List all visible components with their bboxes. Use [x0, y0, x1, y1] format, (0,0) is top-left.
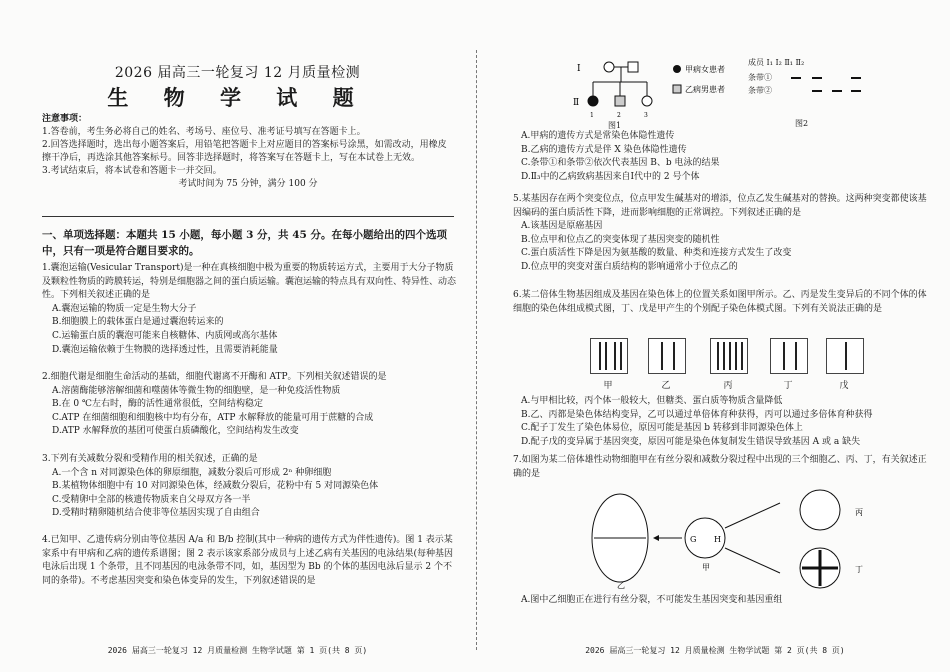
member-number: 1 [590, 112, 594, 119]
option-a: A.甲病的遗传方式是常染色体隐性遗传 [521, 131, 675, 141]
notice-title: 注意事项： [42, 114, 88, 124]
question-6-options [513, 395, 933, 449]
cell-bing [800, 490, 840, 530]
question-stem: 5.某基因存在两个突变位点，位点甲发生碱基对的增添，位点乙发生碱基对的替换。这两种突变都使该基因编码的蛋白质活性下降，进而影响细胞的正常调控。下列叙述正确的是 [513, 194, 927, 218]
chromosome-panel-jia [590, 338, 628, 374]
question-7-options [513, 594, 933, 608]
individual-ii1 [588, 96, 598, 106]
option-d: D.位点甲的突变对蛋白质结构的影响通常小于位点乙的 [521, 261, 738, 272]
option-a: A.一个含 n 对同源染色体的卵原细胞，减数分裂后可形成 2ⁿ 种卵细胞 [52, 467, 332, 478]
option-a: A.该基因是原癌基因 [521, 221, 603, 232]
member-number: 3 [644, 112, 648, 119]
chromosome-panel-bing [710, 338, 748, 374]
option-a: A.溶菌酶能够溶解细菌和噬菌体等微生物的细胞壁，是一种免疫活性物质 [52, 385, 341, 396]
gel-band [812, 77, 822, 79]
question-2 [42, 371, 458, 439]
exam-title: 2026 届高三一轮复习 12 月质量检测 [114, 65, 361, 81]
question-4-options [513, 130, 933, 184]
question-3 [42, 453, 458, 521]
option-c: C.条带①和条带②依次代表基因 B、b 电泳的结果 [521, 158, 720, 169]
option-d: D.囊泡运输依赖于生物膜的选择透过性，且需要消耗能量 [52, 344, 278, 355]
notice-item: 3.考试结束后，将本试卷和答题卡一并交回。 [42, 166, 222, 176]
option-b: B.细胞膜上的载体蛋白是通过囊泡转运来的 [52, 317, 224, 328]
panel-label: 戊 [839, 381, 849, 391]
gel-band [851, 90, 861, 92]
option-c: C.运输蛋白质的囊泡可能来自核糖体、内质网或高尔基体 [52, 330, 278, 341]
notice-item: 2.回答选择题时，选出每小题答案后，用铅笔把答题卡上对应题目的答案标号涂黑，如需改动，用橡皮擦干净后，再选涂其他答案标号。回答非选择题时，将答案写在答题卡上，写在本试卷上无效。 [42, 140, 447, 163]
question-6 [513, 289, 933, 316]
question-5 [513, 193, 933, 275]
legend-jia-icon [673, 65, 681, 73]
panel-label: 甲 [603, 381, 613, 391]
exam-time: 考试时间为 75 分钟，满分 100 分 [178, 179, 318, 189]
gel-band [851, 77, 861, 79]
panel-label: 丙 [723, 381, 733, 391]
option-c: C.蛋白质活性下降是因为氨基酸的数量、种类和连接方式发生了改变 [521, 248, 792, 259]
right-page [480, 0, 950, 672]
question-1 [42, 262, 458, 357]
question-stem: 3.下列有关减数分裂和受精作用的相关叙述，正确的是 [42, 454, 258, 464]
question-4 [42, 534, 458, 588]
divider-line [42, 216, 454, 217]
option-a: A.图中乙细胞正在进行有丝分裂，不可能发生基因突变和基因重组 [521, 595, 783, 605]
gene-label: G [690, 535, 697, 544]
chromosome-panel-wu [826, 338, 864, 374]
gel-electrophoresis [748, 57, 908, 117]
individual-i1 [604, 62, 614, 72]
option-b: B.在 0 ℃左右时，酶的活性通常很低，空间结构稳定 [52, 399, 263, 410]
question-stem: 4.已知甲、乙遗传病分别由等位基因 A/a 和 B/b 控制(其中一种病的遗传方式为伴性遗传)。图 1 表示某家系中有甲病和乙病的遗传系谱图；图 2 表示该家系部分成员与上述乙病有关基因的电泳结果(每种基因电泳后出现 1 个条带，且不同基因的电泳条带不同，如，基因型为 Bb 的个体的基因电泳后显示 2 个不同的条带)。不考虑基因突变和染色体变异的发生，下列叙述错误的是 [42, 535, 453, 586]
option-a: A.囊泡运输的物质一定是生物大分子 [52, 303, 197, 314]
individual-i2 [628, 62, 638, 72]
page-footer: 2026 届高三一轮复习 12 月质量检测 生物学试题 第 2 页(共 8 页) [585, 646, 845, 655]
option-d: D.ATP 水解释放的基团可使蛋白质磷酸化，空间结构发生改变 [52, 426, 299, 437]
panel-label: 乙 [661, 381, 671, 391]
band-2-label: 条带② [748, 86, 772, 95]
page-divider [476, 50, 477, 650]
gene-label: H [714, 535, 721, 544]
option-a: A.与甲相比较，丙个体一般较大，但糖类、蛋白质等物质含量降低 [521, 396, 783, 406]
gel-band [812, 90, 822, 92]
option-b: B.乙、丙都是染色体结构变异，乙可以通过单倍体育种获得，丙可以通过多倍体育种获得 [521, 409, 873, 420]
subject-title: 生 物 学 试 题 [107, 85, 368, 110]
option-d: D.受精时精卵随机结合使非等位基因实现了自由组合 [52, 508, 260, 519]
generation-2-label: Ⅱ [573, 98, 580, 108]
page-footer: 2026 届高三一轮复习 12 月质量检测 生物学试题 第 1 页(共 8 页) [107, 646, 368, 655]
option-c: C.ATP 在细菌细胞和细胞核中均有分布，ATP 水解释放的能量可用于蔗糖的合成 [52, 412, 374, 423]
gel-band [791, 77, 801, 79]
notice-block [42, 113, 454, 191]
figure-1-caption: 图1 [608, 121, 622, 130]
figure-2-caption: 图2 [795, 119, 809, 128]
legend-yi-label: 乙病男患者 [685, 85, 725, 94]
notice-item: 1.答卷前，考生务必将自己的姓名、考场号、座位号、准考证号填写在答题卡上。 [42, 127, 366, 137]
question-7 [513, 454, 933, 481]
panel-label: 丁 [783, 381, 793, 391]
option-b: B.某植物体细胞中有 10 对同源染色体，经减数分裂后，花粉中有 5 对同源染色体 [52, 481, 379, 492]
option-b: B.位点甲和位点乙的突变体现了基因突变的随机性 [521, 234, 720, 245]
individual-ii3 [642, 96, 652, 106]
cell-label: 丁 [855, 565, 863, 574]
option-d: D.配子戊的变异属于基因突变，原因可能是染色体复制发生错误导致基因 A 或 a 缺失 [521, 436, 861, 447]
option-b: B.乙病的遗传方式是伴 X 染色体隐性遗传 [521, 144, 687, 155]
cell-label: 乙 [617, 581, 625, 590]
question-stem: 7.如图为某二倍体雄性动物细胞甲在有丝分裂和减数分裂过程中出现的三个细胞乙、丙、丁，有关叙述正确的是 [513, 455, 927, 479]
question-stem: 2.细胞代谢是细胞生命活动的基础，细胞代谢离不开酶和 ATP。下列相关叙述错误的是 [42, 372, 387, 382]
cell-label: 丙 [855, 508, 863, 517]
individual-ii2 [615, 96, 625, 106]
cell-label: 甲 [702, 563, 710, 572]
question-stem: 6.某二倍体生物基因组成及基因在染色体上的位置关系如图甲所示。乙、丙是发生变异后的不同个体的体细胞的染色体组成模式图，丁、戊是甲产生的个别配子染色体模式图。下列有关说法正确的是 [513, 290, 927, 314]
gel-band [832, 90, 842, 92]
legend-jia-label: 甲病女患者 [685, 65, 725, 74]
band-1-label: 条带① [748, 73, 772, 82]
option-d: D.Ⅱ₃中的乙病致病基因来自Ⅰ代中的 2 号个体 [521, 171, 700, 182]
option-c: C.受精卵中全部的核遗传物质来自父母双方各一半 [52, 494, 251, 505]
chromosome-panel-ding [770, 338, 808, 374]
option-c: C.配子丁发生了染色体易位，原因可能是基因 b 转移到非同源染色体上 [521, 423, 803, 434]
question-stem: 1.囊泡运输(Vesicular Transport)是一种在真核细胞中极为重要的物质转运方式，主要用于大分子物质及颗粒性物质的跨膜转运，特别是细胞器之间的蛋白质运输。囊泡运输的特点具有双向性、特异性、动态性。下列相关叙述正确的是 [42, 263, 457, 301]
cell-division-figure [590, 488, 920, 592]
member-number: 2 [617, 112, 621, 119]
generation-1-label: Ⅰ [577, 64, 581, 74]
chromosome-figure [590, 338, 890, 391]
gel-header: 成员 Ⅰ₁ Ⅰ₂ Ⅱ₁ Ⅱ₂ [748, 58, 805, 67]
section-title: 一、单项选择题：本题共 15 小题，每小题 3 分，共 45 分。在每小题给出的四个选项中，只有一项是符合题目要求的。 [42, 229, 447, 257]
chromosome-panel-yi [648, 338, 686, 374]
legend-yi-icon [673, 85, 681, 93]
